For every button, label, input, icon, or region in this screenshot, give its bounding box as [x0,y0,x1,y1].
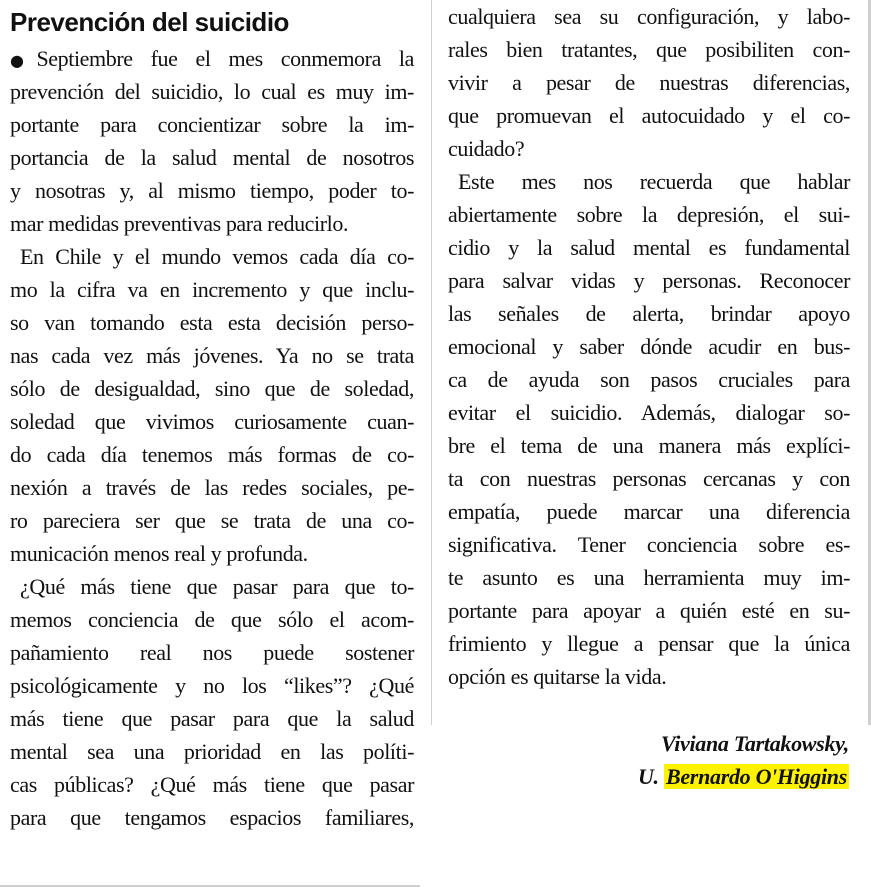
body-line: ¿Qué más tiene que pasar para que to- [20,574,414,599]
body-line: nexión a través de las redes sociales, pe- [10,475,414,500]
body-line: mental sea una prioridad en las políti- [10,739,414,764]
body-line: psicológicamente y no los “likes”? ¿Qué [10,673,414,698]
body-line: soledad que vivimos curiosamente cuan- [10,409,414,434]
body-line: cuidado? [448,136,525,161]
body-line: para que tengamos espacios familiares, [10,805,414,830]
body-line: opción es quitarse la vida. [448,664,667,689]
body-line: abiertamente sobre la depresión, el sui- [448,202,850,227]
body-line: cas públicas? ¿Qué más tiene que pasar [10,772,414,797]
body-line-text: Septiembre fue el mes conmemora la [36,46,414,71]
body-line: para salvar vidas y personas. Reconocer [448,268,850,293]
body-line: prevención del suicidio, lo cual es muy im- [10,79,414,104]
body-line: emocional y saber dónde acudir en bus- [448,334,850,359]
body-line: nas cada vez más jóvenes. Ya no se trata [10,343,414,368]
body-line: cidio y la salud mental es fundamental [448,235,850,260]
body-line: significativa. Tener conciencia sobre es- [448,532,850,557]
body-line: so van tomando esta esta decisión perso- [10,310,414,335]
body-line: ca de ayuda son pasos cruciales para [448,367,850,392]
body-line: portante para apoyar a quién esté en su- [448,598,850,623]
body-line [10,42,414,75]
body-line: portante para concientizar sobre la im- [10,112,414,137]
body-line: pañamiento real nos puede sostener [10,640,414,665]
body-line: y nosotras y, al mismo tiempo, poder to- [10,178,414,203]
body-line: sólo de desigualdad, sino que de soledad, [10,376,414,401]
body-line: memos conciencia de que sólo el acom- [10,607,414,632]
body-line: mo la cifra va en incremento y que inclu- [10,277,414,302]
article-headline: Prevención del suicidio [10,7,289,37]
body-line: cualquiera sea su configuración, y labo- [448,4,850,29]
body-line: En Chile y el mundo vemos cada día co- [20,244,414,269]
body-line: do cada día tenemos más formas de co- [10,442,414,467]
body-line: te asunto es una herramienta muy im- [448,565,850,590]
body-line: que promuevan el autocuidado y el co- [448,103,850,128]
body-line: frimiento y llegue a pensar que la única [448,631,850,656]
body-line: ta con nuestras personas cercanas y con [448,466,850,491]
institution-prefix: U. [637,764,659,789]
body-line: más tiene que pasar para que la salud [10,706,414,731]
body-line: las señales de alerta, brindar apoyo [448,301,850,326]
body-line: vivir a pesar de nuestras diferencias, [448,70,850,95]
column-divider [431,0,432,725]
right-column [448,0,850,693]
body-line: rales bien tratantes, que posibiliten con- [448,37,850,62]
body-line: municación menos real y profunda. [10,541,308,566]
author-institution [638,760,849,793]
body-line: portancia de la salud mental de nosotros [10,145,414,170]
body-line: ro pareciera ser que se trata de una co- [10,508,414,533]
body-line: mar medidas preventivas para reducirlo. [10,211,349,236]
body-line: evitar el suicidio. Además, dialogar so- [448,400,850,425]
left-column [10,0,414,834]
author-name: Viviana Tartakowsky, [661,731,849,756]
institution-highlight: Bernardo O'Higgins [665,764,847,789]
bottom-divider [0,885,420,887]
body-line: Este mes nos recuerda que hablar [458,169,850,194]
body-line: empatía, puede marcar una diferencia [448,499,850,524]
body-line: bre el tema de una manera más explíci- [448,433,850,458]
bullet-dot-icon: ● [10,51,37,70]
